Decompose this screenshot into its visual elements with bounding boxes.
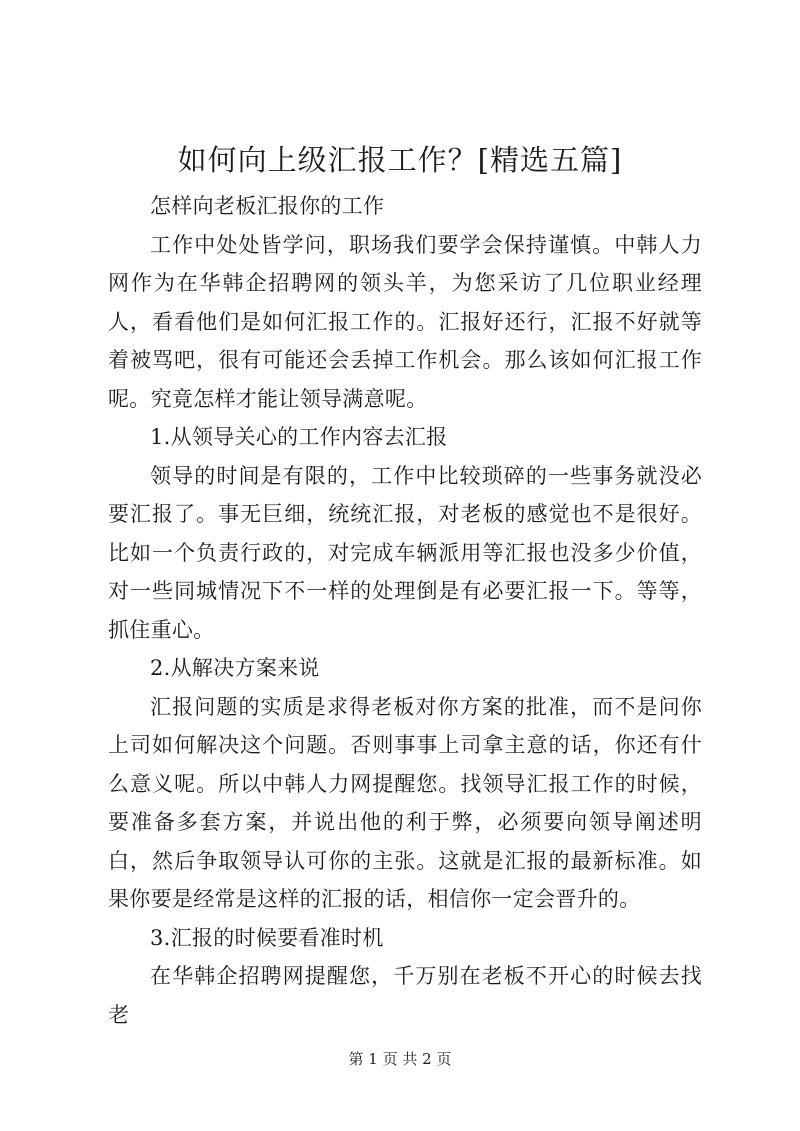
section-heading-3: 3.汇报的时候要看准时机 xyxy=(150,925,384,950)
section-heading-2: 2.从解决方案来说 xyxy=(150,656,320,680)
paragraph-section-2: 汇报问题的实质是求得老板对你方案的批准，而不是问你上司如何解决这个问题。否则事事上司拿主意的话，你还有什么意义呢。所以中韩人力网提醒您。找领导汇报工作的时候，要准备多套方案，并说出他的利于弊，必须要向领导阐述明白，然后争取领导认可你的主张。这就是汇报的最新标准。如果你要是经常是这样的汇报的话，相信你一定会晋升的。 xyxy=(108,694,702,911)
paragraph-subtitle: 怎样向老板汇报你的工作 xyxy=(150,194,385,218)
paragraph-intro: 工作中处处皆学问，职场我们要学会保持谨慎。中韩人力网作为在华韩企招聘网的领头羊，为您采访了几位职业经理人，看看他们是如何汇报工作的。汇报好还行，汇报不好就等着被骂吧，很有可能还会丢掉工作机会。那么该如何汇报工作呢。究竟怎样才能让领导满意呢。 xyxy=(108,232,702,411)
page-footer: 第 1 页 共 2 页 xyxy=(348,1050,452,1068)
document-body xyxy=(108,187,702,1034)
paragraph-section-1: 领导的时间是有限的，工作中比较琐碎的一些事务就没必要汇报了。事无巨细，统统汇报，对老板的感觉也不是很好。比如一个负责行政的，对完成车辆派用等汇报也没多少价值，对一些同城情况下不一样的处理倒是有必要汇报一下。等等，抓住重心。 xyxy=(108,463,702,642)
paragraph-section-3: 在华韩企招聘网提醒您，千万别在老板不开心的时候去找老 xyxy=(108,964,702,1027)
document-title: 如何向上级汇报工作？[精选五篇] xyxy=(177,143,623,177)
section-heading-1: 1.从领导关心的工作内容去汇报 xyxy=(150,425,448,449)
